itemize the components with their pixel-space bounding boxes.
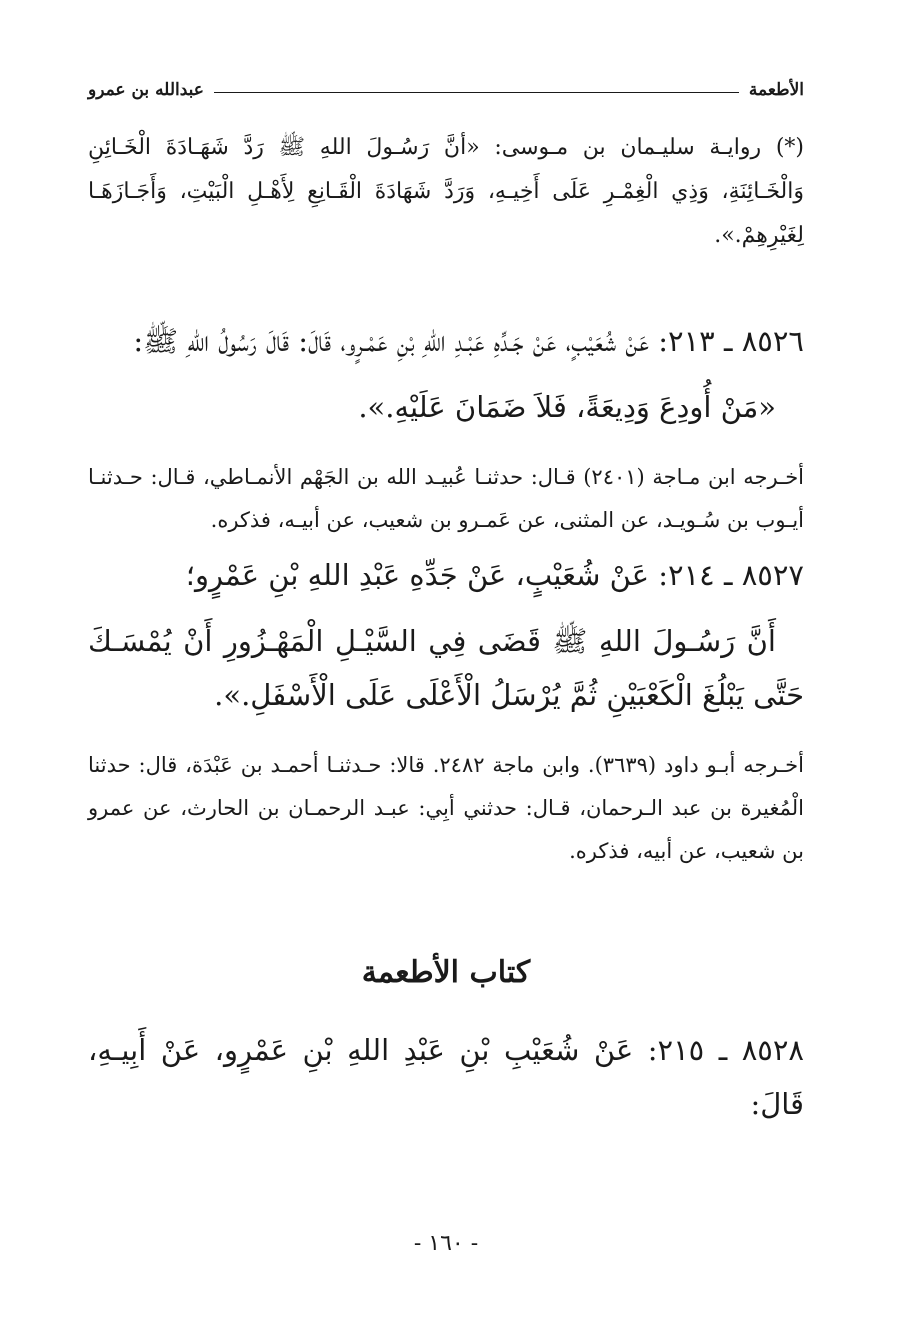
hadith-text: أَنَّ رَسُـولَ اللهِ ﷺ قَضَى فِي السَّيْـلِ الْمَهْـزُورِ أَنْ يُمْسَـكَ حَتَّى يَبْلُغَ الْكَعْبَيْنِ ثُمَّ يُرْسَلُ الْأَعْلَى عَلَى الْأَسْفَلِ.». bbox=[88, 624, 804, 712]
book-title: كتاب الأطعمة bbox=[361, 955, 531, 990]
running-head-rule bbox=[214, 92, 739, 93]
footnote: (*) روايـة سليـمان بن مـوسى: «أنَّ رَسُـولَ اللهِ ﷺ رَدَّ شَهَـادَةَ الْخَـائِنِ وَالْخَـائِنَةِ، وَذِي الْغِمْـرِ عَلَى أَخِيـهِ، وَرَدَّ شَهَادَةَ الْقَـانِعِ لِأَهْـلِ الْبَيْتِ، وَأَجَـازَهَـا لِغَيْرِهِمْ.». bbox=[88, 135, 804, 248]
page-number: - ١٦٠ - bbox=[413, 1231, 479, 1256]
hadith-head: ٨٥٢٦ ـ ٢١٣: عَنْ شُعَيْبٍ، عَنْ جَـدِّهِ عَبْـدِ اللهِ بْنِ عَمْـرٍو، قَالَ: قَالَ رَسُولُ اللهِ ﷺ: bbox=[133, 324, 804, 358]
hadith-takhrij: أخـرجه أبـو داود (٣٦٣٩). وابن ماجة ٢٤٨٢. قالا: حـدثنـا أحمـد بن عَبْدَة، قال: حدثنا الْمُغيرة بن عبد الـرحمان، قـال: حدثني أبِي: عبـد الرحمـان بن الحارث، عن عمرو بن شعيب، عن أبيه، فذكره. bbox=[88, 753, 804, 863]
hadith-text: «مَنْ أُودِعَ وَدِيعَةً، فَلاَ ضَمَانَ عَلَيْهِ.». bbox=[358, 390, 776, 424]
hadith-head: ٨٥٢٨ ـ ٢١٥: عَنْ شُعَيْبِ بْنِ عَبْدِ اللهِ بْنِ عَمْرٍو، عَنْ أَبِيـهِ، قَالَ: bbox=[88, 1033, 804, 1121]
running-head bbox=[88, 70, 804, 110]
running-head-chapter: الأطعمة bbox=[748, 80, 804, 100]
running-head-narrator: عبدالله بن عمرو bbox=[88, 80, 204, 100]
hadith-takhrij: أخـرجه ابن مـاجة (٢٤٠١) قـال: حدثنـا عُبيـد الله بن الجَهْم الأنمـاطي، قـال: حـدثنـا أيـوب بن سُـويـد، عن المثنى، عن عَمـرو بن شعيب، عن أبيـه، فذكره. bbox=[88, 465, 805, 532]
book-page bbox=[88, 70, 804, 1330]
hadith-8526 bbox=[88, 314, 804, 542]
hadith-8527 bbox=[88, 548, 804, 873]
hadith-8528 bbox=[88, 1023, 804, 1131]
hadith-head: ٨٥٢٧ ـ ٢١٤: عَنْ شُعَيْبٍ، عَنْ جَدِّهِ عَبْدِ اللهِ بْنِ عَمْرٍو؛ bbox=[185, 558, 804, 592]
